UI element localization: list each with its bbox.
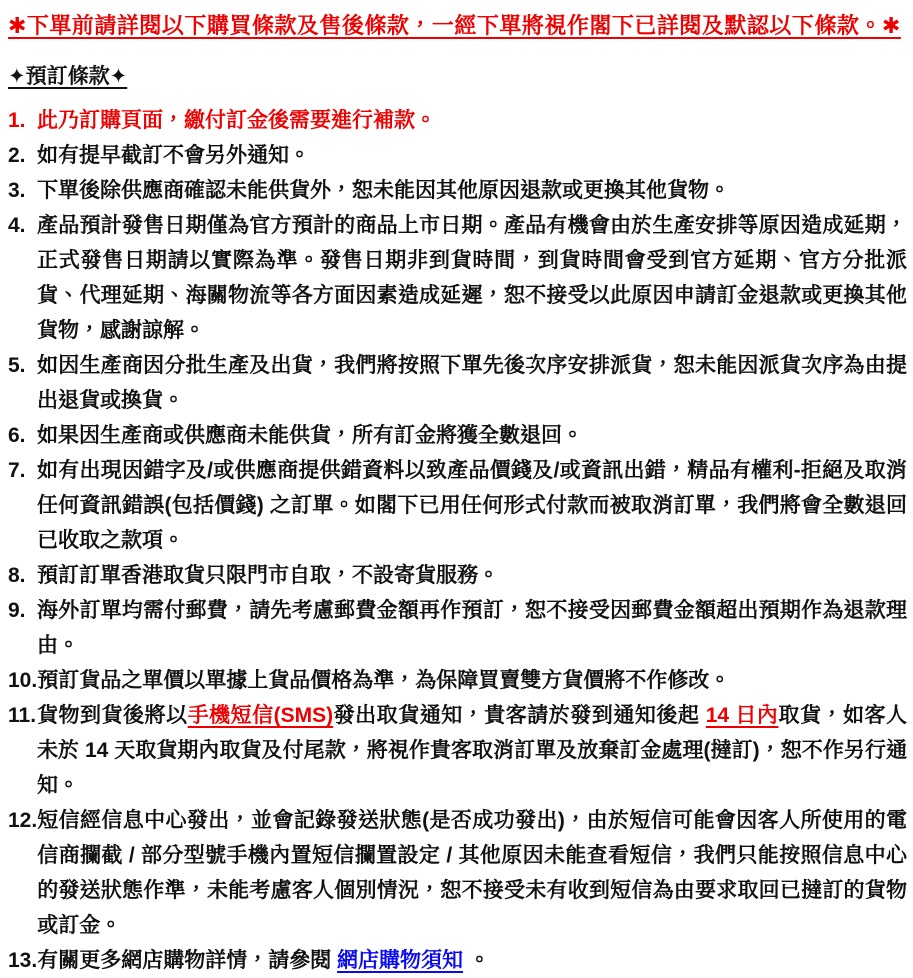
term-number: 11. <box>8 704 37 727</box>
term-number: 5. <box>8 354 26 377</box>
term-text <box>37 663 907 698</box>
term-item-13 <box>8 943 907 978</box>
term-item-3 <box>8 173 907 208</box>
term-text-segment: 有關更多網店購物詳情，請參閱 <box>37 949 338 972</box>
term-text <box>37 558 907 593</box>
term-item-9 <box>8 593 907 663</box>
term-text <box>37 453 907 558</box>
term-number: 3. <box>8 179 26 202</box>
term-text-segment: 如有出現因錯字及/或供應商提供錯資料以致產品價錢及/或資訊出錯，精品有權利-拒絕及取消任何資訊錯誤(包括價錢) 之訂單。如閣下已用任何形式付款而被取消訂單，我們將會全數退回已收取之款項。 <box>37 459 907 552</box>
term-number: 13. <box>8 949 38 972</box>
term-text-segment: 發出取貨通知，貴客請於發到通知後起 <box>333 704 706 727</box>
term-number: 10. <box>8 669 38 692</box>
term-text <box>37 208 907 348</box>
term-text-segment: 如果因生產商或供應商未能供貨，所有訂金將獲全數退回。 <box>37 424 583 447</box>
term-text <box>37 138 907 173</box>
term-text-segment: 貨物到貨後將以 <box>37 704 188 727</box>
purchase-notice-banner: ✱下單前請詳閱以下購買條款及售後條款，一經下單將視作閣下已詳閱及默認以下條款。✱ <box>8 13 901 38</box>
term-item-2 <box>8 138 907 173</box>
term-text-segment: 下單後除供應商確認未能供貨外，恕未能因其他原因退款或更換其他貨物。 <box>37 179 730 202</box>
term-number: 8. <box>8 564 26 587</box>
term-item-6 <box>8 418 907 453</box>
term-number: 4. <box>8 214 26 237</box>
term-text <box>37 418 907 453</box>
term-text <box>37 173 907 208</box>
term-item-4 <box>8 208 907 348</box>
term-item-5 <box>8 348 907 418</box>
store-shopping-guide-link[interactable]: 網店購物須知 <box>337 949 464 972</box>
term-item-11 <box>8 698 907 803</box>
term-text-segment: 取貨，如客人未於 14 天取貨期內取貨及付尾款，將視作貴客取消訂單及放棄訂金處理(撻訂)，恕不作另行通知。 <box>37 704 907 797</box>
term-item-7 <box>8 453 907 558</box>
term-text <box>37 698 907 803</box>
term-text-segment: 如因生產商因分批生產及出貨，我們將按照下單先後次序安排派貨，恕未能因派貨次序為由提出退貨或換貨。 <box>37 354 907 412</box>
term-number: 12. <box>8 809 38 832</box>
term-text-segment: 海外訂單均需付郵費，請先考慮郵費金額再作預訂，恕不接受因郵費金額超出預期作為退款理由。 <box>37 599 907 657</box>
section-title-preorder-terms: ✦預訂條款✦ <box>8 65 128 88</box>
term-text-segment: 預訂訂單香港取貨只限門市自取，不設寄貨服務。 <box>37 564 499 587</box>
term-text-segment: 此乃訂購頁面，繳付訂金後需要進行補款。 <box>37 109 436 132</box>
term-item-12 <box>8 803 907 943</box>
term-number: 6. <box>8 424 26 447</box>
term-item-10 <box>8 663 907 698</box>
term-text <box>37 103 907 138</box>
pickup-deadline-emphasis: 14 日內 <box>705 704 779 727</box>
term-text-segment: 預訂貨品之單價以單據上貨品價格為準，為保障買賣雙方貨價將不作修改。 <box>37 669 731 692</box>
term-text <box>37 943 907 978</box>
term-item-8 <box>8 558 907 593</box>
term-number: 2. <box>8 144 26 167</box>
term-item-1 <box>8 103 907 138</box>
term-number: 7. <box>8 459 26 482</box>
term-text <box>37 348 907 418</box>
terms-list <box>8 103 907 978</box>
term-text-segment: 。 <box>463 949 490 972</box>
term-text-segment: 短信經信息中心發出，並會記錄發送狀態(是否成功發出)，由於短信可能會因客人所使用的電信商攔截 / 部分型號手機內置短信攔置設定 / 其他原因未能查看短信，我們只能按照信息中心的發送狀態作準，未能考慮客人個別情況，恕不接受未有收到短信為由要求取回已撻訂的貨物或訂金。 <box>37 809 907 937</box>
term-text <box>37 593 907 663</box>
term-text-segment: 產品預計發售日期僅為官方預計的商品上市日期。產品有機會由於生產安排等原因造成延期，正式發售日期請以實際為準。發售日期非到貨時間，到貨時間會受到官方延期、官方分批派貨、代理延期、海關物流等各方面因素造成延遲，恕不接受以此原因申請訂金退款或更換其他貨物，感謝諒解。 <box>37 214 907 342</box>
term-number: 1. <box>8 109 26 132</box>
term-text-segment: 如有提早截訂不會另外通知。 <box>37 144 310 167</box>
term-text <box>37 803 907 943</box>
sms-notice-emphasis: 手機短信(SMS) <box>187 704 334 727</box>
term-number: 9. <box>8 599 26 622</box>
